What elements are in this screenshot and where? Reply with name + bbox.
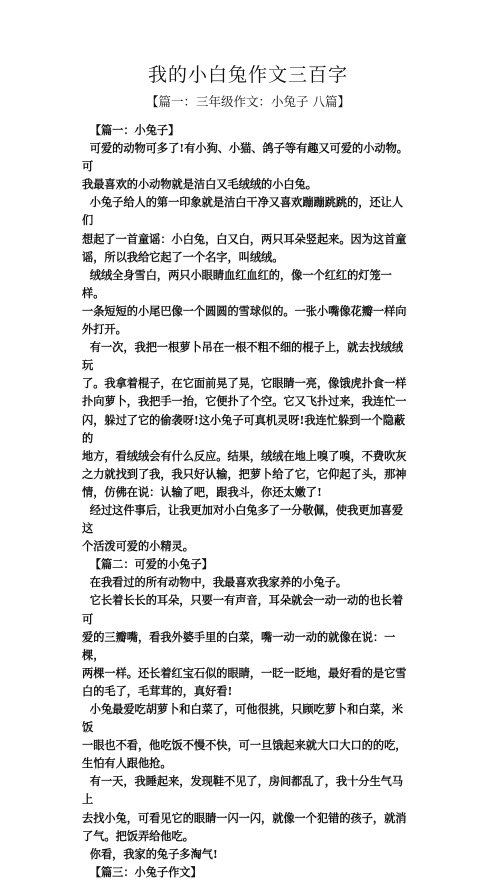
body-line: 之力就找到了我，我只好认输，把萝卜给了它，它仰起了头，那神 <box>82 466 407 481</box>
body-line: 了。我拿着棍子，在它面前晃了晃，它眼睛一亮，像饿虎扑食一样 <box>82 376 407 391</box>
body-line: 外打开。 <box>82 322 127 337</box>
body-line: 闪，躲过了它的偷袭呀!这小兔子可真机灵呀!我连忙躲到一个隐蔽的 <box>82 412 406 445</box>
document-body <box>82 121 412 881</box>
body-line: 小兔子给人的第一印象就是洁白干净又喜欢蹦蹦跳跳的，还让人们 <box>82 195 404 228</box>
body-line: 【篇三：小兔子作文】 <box>82 864 202 879</box>
body-line: 在我看过的所有动物中，我最喜欢我家养的小兔子。 <box>82 575 348 590</box>
body-line: 可爱的动物可多了!有小狗、小猫、鸽子等有趣又可爱的小动物。可 <box>82 141 408 174</box>
body-line: 谣，所以我给它起了一个名字，叫绒绒。 <box>82 249 284 264</box>
body-line: 个活泼可爱的小精灵。 <box>82 539 194 554</box>
body-line: 你看，我家的兔子多淘气! <box>82 846 218 861</box>
body-line: 两棵一样。还长着红宝石似的眼睛，一眨一眨地，最好看的是它雪 <box>82 665 407 680</box>
document-subtitle: 【篇一：三年级作文：小兔子 八篇】 <box>146 94 350 109</box>
body-line: 有一次，我把一根萝卜吊在一根不粗不细的棍子上，就去找绒绒玩 <box>82 340 404 373</box>
body-line: 生怕有人跟他抢。 <box>82 756 172 771</box>
body-line: 【篇一：小兔子】 <box>82 123 180 137</box>
body-line: 【篇二：可爱的小兔子】 <box>82 557 213 572</box>
body-line: 地方，看绒绒会有什么反应。结果，绒绒在地上嗅了嗅，不费吹灰 <box>82 448 407 463</box>
body-line: 有一天，我睡起来，发现鞋不见了，房间都乱了，我十分生气马上 <box>82 774 404 807</box>
body-line: 绒绒全身雪白，两只小眼睛血红血红的，像一个红红的灯笼一样。 <box>82 267 392 300</box>
body-line: 一条短短的小尾巴像一个圆圆的雪球似的。一张小嘴像花瓣一样向 <box>82 303 407 318</box>
document-title: 我的小白兔作文三百字 <box>147 64 348 86</box>
body-line: 它长着长长的耳朵，只要一有声音，耳朵就会一动一动的也长着可 <box>82 593 404 626</box>
body-line: 白的毛了，毛茸茸的，真好看! <box>82 683 233 698</box>
body-line: 情，仿佛在说：认输了吧，跟我斗，你还太嫩了! <box>82 484 322 499</box>
body-line: 去找小兔，可看见它的眼睛一闪一闪，就像一个犯错的孩子，就消 <box>82 810 407 825</box>
body-line: 想起了一首童谣：小白兔，白又白，两只耳朵竖起来。因为这首童 <box>82 231 407 246</box>
body-line: 经过这件事后，让我更加对小白兔多了一分敬佩，使我更加喜爱这 <box>82 502 404 536</box>
body-line: 扑向萝卜，我把手一抬，它便扑了个空。它又飞扑过来，我连忙一 <box>82 394 407 409</box>
body-line: 爱的三瓣嘴，看我外婆手里的白菜，嘴一动一动的就像在说：一棵， <box>82 629 396 662</box>
body-line: 一眼也不看，他吃饭不慢不快，可一旦饿起来就大口大口的的吃， <box>82 738 407 753</box>
body-line: 我最喜欢的小动物就是洁白又毛绒绒的小白兔。 <box>82 177 317 192</box>
body-line: 了气。把饭弄给他吃。 <box>82 828 194 843</box>
body-line: 小兔最爱吃胡萝卜和白菜了，可他很挑，只顾吃萝卜和白菜，米饭 <box>82 702 404 735</box>
